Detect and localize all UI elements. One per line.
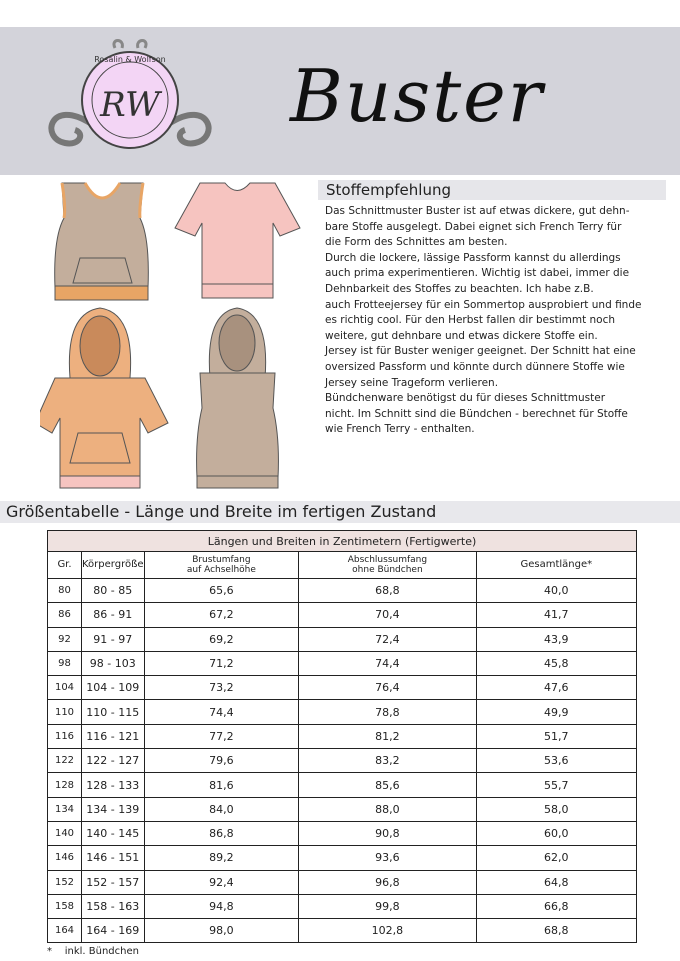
cell-body: 104 - 109 xyxy=(82,676,145,700)
cell-hem: 88,0 xyxy=(299,797,476,821)
cell-length: 62,0 xyxy=(476,846,636,870)
cell-hem: 70,4 xyxy=(299,603,476,627)
cell-length: 64,8 xyxy=(476,870,636,894)
cell-gr: 122 xyxy=(48,749,82,773)
cell-gr: 140 xyxy=(48,821,82,845)
size-table-title: Größentabelle - Länge und Breite im fertigen Zustand xyxy=(0,501,680,523)
cell-length: 66,8 xyxy=(476,894,636,918)
cell-length: 51,7 xyxy=(476,724,636,748)
section-fabric-title: Stoffempfehlung xyxy=(318,180,666,200)
cell-hem: 96,8 xyxy=(299,870,476,894)
cell-body: 80 - 85 xyxy=(82,579,145,603)
table-row xyxy=(48,846,637,870)
cell-hem: 74,4 xyxy=(299,651,476,675)
cell-body: 146 - 151 xyxy=(82,846,145,870)
table-row xyxy=(48,724,637,748)
cell-gr: 116 xyxy=(48,724,82,748)
cell-chest: 86,8 xyxy=(144,821,299,845)
table-row xyxy=(48,773,637,797)
cell-chest: 69,2 xyxy=(144,627,299,651)
col-header-gr: Gr. xyxy=(48,552,82,579)
cell-hem: 102,8 xyxy=(299,919,476,943)
cell-chest: 79,6 xyxy=(144,749,299,773)
cell-hem: 83,2 xyxy=(299,749,476,773)
logo-initials: RW xyxy=(100,85,160,125)
table-caption: Längen und Breiten in Zentimetern (Fertigwerte) xyxy=(48,531,637,552)
cell-chest: 98,0 xyxy=(144,919,299,943)
cell-chest: 81,6 xyxy=(144,773,299,797)
cell-gr: 146 xyxy=(48,846,82,870)
logo xyxy=(30,38,230,158)
cell-hem: 72,4 xyxy=(299,627,476,651)
cell-length: 58,0 xyxy=(476,797,636,821)
cell-body: 98 - 103 xyxy=(82,651,145,675)
cell-hem: 93,6 xyxy=(299,846,476,870)
cell-chest: 94,8 xyxy=(144,894,299,918)
cell-chest: 74,4 xyxy=(144,700,299,724)
table-row xyxy=(48,627,637,651)
page-title: Buster xyxy=(290,54,545,138)
logo-banner: Rosalin & Wolfson xyxy=(94,55,166,64)
cell-body: 158 - 163 xyxy=(82,894,145,918)
cell-length: 49,9 xyxy=(476,700,636,724)
cell-gr: 152 xyxy=(48,870,82,894)
cell-chest: 89,2 xyxy=(144,846,299,870)
table-row xyxy=(48,749,637,773)
cell-hem: 78,8 xyxy=(299,700,476,724)
cell-gr: 104 xyxy=(48,676,82,700)
cell-chest: 71,2 xyxy=(144,651,299,675)
vest-illustration xyxy=(55,183,149,300)
cell-gr: 110 xyxy=(48,700,82,724)
cell-body: 134 - 139 xyxy=(82,797,145,821)
cell-gr: 164 xyxy=(48,919,82,943)
col-header-length: Gesamtlänge* xyxy=(476,552,636,579)
cell-hem: 76,4 xyxy=(299,676,476,700)
hooded-vest-illustration xyxy=(197,308,279,488)
cell-gr: 80 xyxy=(48,579,82,603)
cell-body: 86 - 91 xyxy=(82,603,145,627)
cell-body: 116 - 121 xyxy=(82,724,145,748)
cell-chest: 84,0 xyxy=(144,797,299,821)
cell-length: 60,0 xyxy=(476,821,636,845)
tshirt-illustration xyxy=(175,183,300,298)
table-row xyxy=(48,579,637,603)
cell-body: 164 - 169 xyxy=(82,919,145,943)
table-row xyxy=(48,676,637,700)
table-row xyxy=(48,603,637,627)
logo-ornament-right xyxy=(170,115,209,144)
cell-body: 91 - 97 xyxy=(82,627,145,651)
hoodie-illustration xyxy=(40,308,168,488)
cell-body: 110 - 115 xyxy=(82,700,145,724)
footnote: * inkl. Bündchen xyxy=(47,946,139,957)
cell-body: 152 - 157 xyxy=(82,870,145,894)
logo-ornament-left xyxy=(51,115,90,144)
cell-length: 68,8 xyxy=(476,919,636,943)
garment-illustrations xyxy=(40,178,310,498)
cell-hem: 85,6 xyxy=(299,773,476,797)
table-row xyxy=(48,894,637,918)
cell-length: 47,6 xyxy=(476,676,636,700)
cell-body: 128 - 133 xyxy=(82,773,145,797)
cell-hem: 68,8 xyxy=(299,579,476,603)
cell-gr: 134 xyxy=(48,797,82,821)
cell-chest: 92,4 xyxy=(144,870,299,894)
fabric-text: Das Schnittmuster Buster ist auf etwas dickere, gut dehn- bare Stoffe ausgelegt. Dabei eignet sich French Terry für die Form des Schnittes am besten. Durch die lockere, lässige Passform kannst du allerdings auch prima experimentieren. Wichtig ist dabei, immer die Dehnbarkeit des Stoffes zu beachten. Ich habe z.B. auch Frotteejersey für ein Sommertop ausprobiert und finde es richtig cool. Für den Herbst fallen dir bestimmt noch weitere, gut dehnbare und etwas dickere Stoffe ein. Jersey ist für Buster weniger geeignet. Der Schnitt hat eine oversized Passform und könnte durch dünnere Stoffe wie Jersey seine Trageform verlieren. Bündchenware benötigst du für dieses Schnittmuster nicht. Im Schnitt sind die Bündchen - berechnet für Stoffe wie French Terry - enthalten. xyxy=(325,205,642,436)
cell-length: 41,7 xyxy=(476,603,636,627)
cell-hem: 81,2 xyxy=(299,724,476,748)
cell-gr: 86 xyxy=(48,603,82,627)
cell-body: 122 - 127 xyxy=(82,749,145,773)
cell-gr: 158 xyxy=(48,894,82,918)
table-row xyxy=(48,870,637,894)
col-header-body: Körpergröße xyxy=(82,552,145,579)
table-row xyxy=(48,700,637,724)
cell-hem: 99,8 xyxy=(299,894,476,918)
cell-hem: 90,8 xyxy=(299,821,476,845)
cell-gr: 92 xyxy=(48,627,82,651)
cell-chest: 77,2 xyxy=(144,724,299,748)
cell-body: 140 - 145 xyxy=(82,821,145,845)
cell-chest: 73,2 xyxy=(144,676,299,700)
cell-length: 55,7 xyxy=(476,773,636,797)
table-row xyxy=(48,797,637,821)
col-header-chest: Brustumfang auf Achselhöhe xyxy=(144,552,299,579)
cell-length: 53,6 xyxy=(476,749,636,773)
col-header-hem: Abschlussumfang ohne Bündchen xyxy=(299,552,476,579)
cell-chest: 65,6 xyxy=(144,579,299,603)
cell-gr: 128 xyxy=(48,773,82,797)
table-row xyxy=(48,821,637,845)
cell-length: 45,8 xyxy=(476,651,636,675)
cell-gr: 98 xyxy=(48,651,82,675)
table-row xyxy=(48,651,637,675)
size-table xyxy=(47,530,637,943)
table-row xyxy=(48,919,637,943)
cell-length: 43,9 xyxy=(476,627,636,651)
cell-chest: 67,2 xyxy=(144,603,299,627)
cell-length: 40,0 xyxy=(476,579,636,603)
